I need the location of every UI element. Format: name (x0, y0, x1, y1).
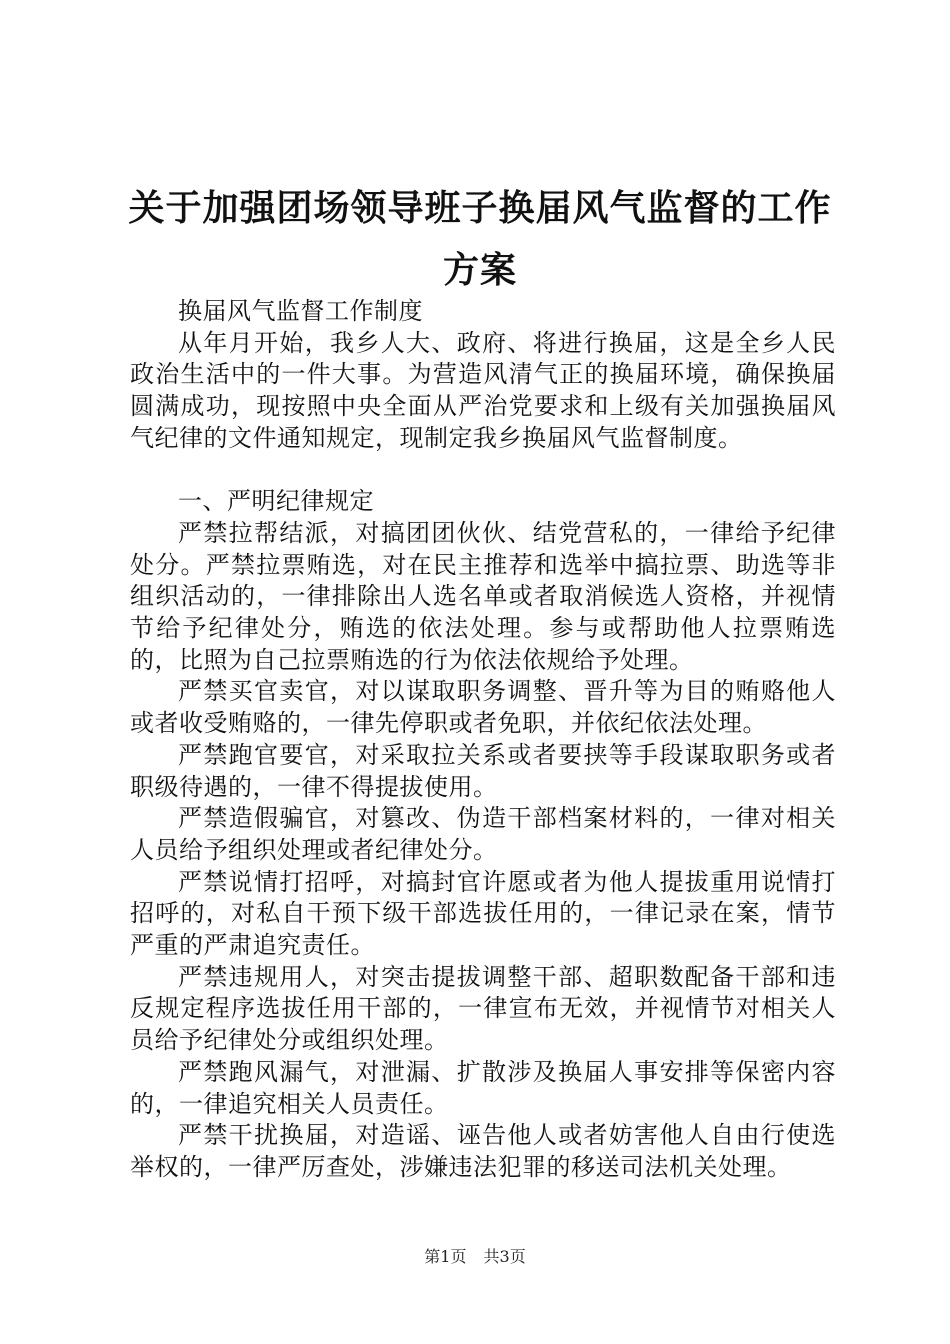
rule-paragraph: 严禁违规用人，对突击提拔调整干部、超职数配备干部和违反规定程序选拔任用干部的，一律宣布无效，并视情节对相关人员给予纪律处分或组织处理。 (130, 962, 836, 1055)
page-number: 第1页 (424, 1247, 467, 1266)
rule-paragraph: 严禁干扰换届，对造谣、诬告他人或者妨害他人自由行使选举权的，一律严厉查处，涉嫌违法犯罪的移送司法机关处理。 (130, 1121, 836, 1181)
rule-paragraph: 严禁造假骗官，对篡改、伪造干部档案材料的，一律对相关人员给予组织处理或者纪律处分。 (130, 804, 836, 864)
page-footer (0, 1244, 950, 1267)
document-body (130, 296, 836, 1184)
section-heading: 一、严明纪律规定 (178, 487, 374, 516)
rule-paragraph: 严禁跑风漏气，对泄漏、扩散涉及换届人事安排等保密内容的，一律追究相关人员责任。 (130, 1057, 836, 1118)
rule-paragraph: 严禁拉帮结派，对搞团团伙伙、结党营私的，一律给予纪律处分。严禁拉票贿选，对在民主推荐和选举中搞拉票、助选等非组织活动的，一律排除出人选名单或者取消候选人资格，并视情节给予纪律处分，贿选的依法处理。参与或帮助他人拉票贿选的，比照为自己拉票贿选的行为依法依规给予处理。 (130, 518, 836, 674)
page-total: 共3页 (483, 1247, 526, 1266)
rule-paragraph: 严禁买官卖官，对以谋取职务调整、晋升等为目的贿赂他人或者收受贿赂的，一律先停职或者免职，并依纪依法处理。 (130, 677, 836, 738)
subtitle-paragraph: 换届风气监督工作制度 (178, 297, 423, 325)
rule-paragraph: 严禁跑官要官，对采取拉关系或者要挟等手段谋取职务或者职级待遇的，一律不得提拔使用。 (130, 740, 836, 801)
intro-paragraph: 从年月开始，我乡人大、政府、将进行换届，这是全乡人民政治生活中的一件大事。为营造风清气正的换届环境，确保换届圆满成功，现按照中央全面从严治党要求和上级有关加强换届风气纪律的文件通知规定，现制定我乡换届风气监督制度。 (130, 328, 836, 452)
document-title: 关于加强团场领导班子换届风气监督的工作方案 (128, 188, 832, 291)
rule-paragraph: 严禁说情打招呼，对搞封官许愿或者为他人提拔重用说情打招呼的，对私自干预下级干部选拔任用的，一律记录在案，情节严重的严肃追究责任。 (130, 867, 836, 960)
